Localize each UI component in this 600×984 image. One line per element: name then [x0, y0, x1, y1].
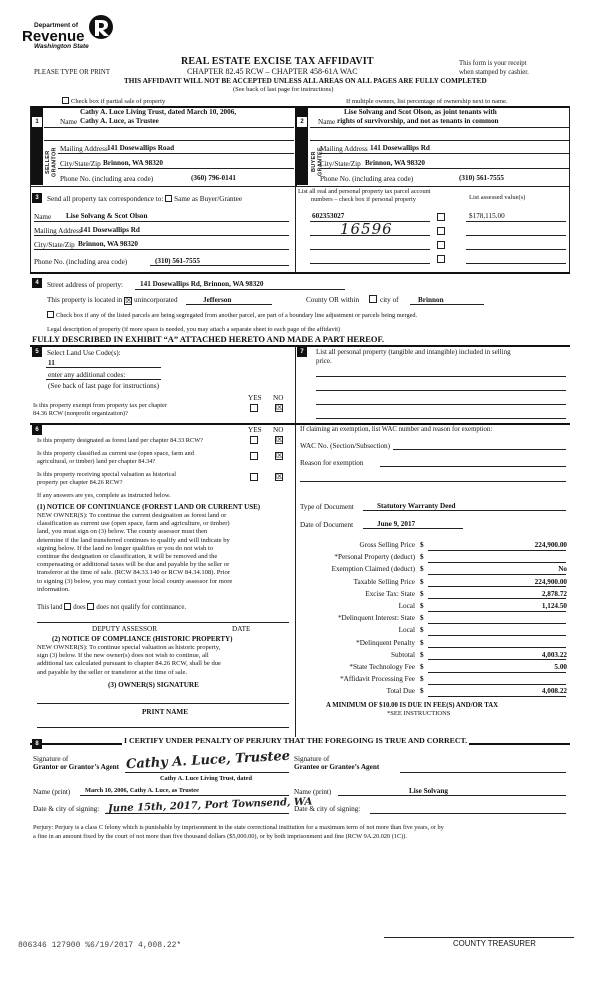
this-land-row: [37, 603, 186, 612]
tax-row-value: 4,008.22: [541, 687, 567, 696]
partial-sale-checkbox[interactable]: [62, 97, 69, 104]
s3-phone: (310) 561-7555: [155, 257, 200, 265]
current-use-q-2: agricultural, or timber) land per chapter 84.34?: [37, 458, 156, 465]
notice2-body: [37, 644, 289, 677]
seller-phone: (360) 796-0141: [191, 174, 236, 182]
historic-no-checkbox[interactable]: ☒: [276, 472, 284, 481]
tax-row-label: Excise Tax: State: [365, 589, 415, 598]
s6-yes: YES: [248, 426, 262, 434]
notice1_body-line: transferor at the time of sale. (RCW 84.33.140 or RCW 84.34.108). Prior: [37, 569, 230, 577]
notice1_body-line: compensating or additional taxes will be due and payable by the seller or: [37, 561, 230, 569]
logo-mark-icon: [88, 14, 114, 40]
tax-row-value: 5.00: [554, 663, 567, 671]
s3-name-label: Name: [34, 213, 52, 221]
tax-row-value: 1,124.50: [541, 602, 567, 610]
perjury-2: a fine in an amount fixed by the court of not more than five thousand dollars ($5,000.00), or by both imprisonment and fine (RCW 9A.20.020 (1C)).: [33, 833, 407, 840]
land-does-not-label: does not qualify for continuance.: [96, 604, 187, 611]
land-use-see-back: (See back of last page for instructions): [48, 382, 159, 390]
historic-q-2: property per chapter 84.26 RCW?: [37, 479, 123, 486]
s5-no: NO: [273, 394, 284, 402]
county-treasurer: COUNTY TREASURER: [453, 939, 536, 948]
parcel-3-personal-checkbox[interactable]: [437, 241, 445, 249]
deputy-date: DATE: [232, 625, 251, 633]
notice2_body-line: additional tax calculated pursuant to chapter 84.26 RCW, shall be due: [37, 660, 221, 668]
tax-row-currency: $: [420, 638, 424, 647]
doc-type: Statutory Warranty Deed: [377, 502, 456, 510]
form-title: REAL ESTATE EXCISE TAX AFFIDAVIT: [181, 56, 374, 67]
seller-city: Brinnon, WA 98320: [103, 159, 163, 167]
grantor-caption-2: March 10, 2006, Cathy A. Luce, as Trustee: [85, 787, 199, 794]
parcel-header-2: numbers – check box if personal property: [311, 196, 416, 203]
tax-row-label: Taxable Selling Price: [353, 577, 415, 586]
tax-row-label: Local: [398, 602, 415, 610]
located-row: [47, 296, 178, 304]
logo-department: Department of: [34, 22, 79, 29]
tax-row-value: No: [558, 565, 567, 574]
partial-sale[interactable]: [62, 97, 165, 105]
buyer-name-line2: rights of survivorship, and not as tenants in common: [337, 117, 499, 125]
forest-no-checkbox[interactable]: ☒: [276, 435, 284, 444]
grantee-name-label: Name (print): [294, 788, 332, 796]
seller-name-line2: Cathy A. Luce, as Trustee: [80, 117, 159, 125]
street-label: Street address of property:: [47, 281, 124, 289]
notice2_body-line: and payable by the seller or transferor at the time of sale.: [37, 668, 188, 676]
seller-city-label: City/State/Zip: [60, 160, 101, 168]
multiple-owners-note: If multiple owners, list percentage of ownership next to name.: [346, 98, 508, 105]
city-of-checkbox[interactable]: [369, 295, 377, 303]
exempt-no-checkbox[interactable]: ☒: [276, 403, 284, 412]
treasurer-stamp: 806346 127900 %6/19/2017 4,008.22*: [18, 941, 182, 950]
reason-label: Reason for exemption: [300, 459, 364, 467]
buyer-mailing: 141 Dosewallips Rd: [370, 144, 430, 152]
section-2-badge: 2: [297, 117, 307, 127]
s5-yes: YES: [248, 394, 262, 402]
tax-row-label: *Delinquent Penalty: [356, 638, 415, 647]
s3-mailing-label: Mailing Address: [34, 227, 82, 235]
grantor-caption-1: Cathy A. Luce Living Trust, dated: [160, 775, 252, 782]
seller-name-label: Name: [60, 118, 78, 126]
grantor-name-label: Name (print): [33, 788, 71, 796]
tax-row-currency: $: [420, 553, 424, 562]
notice1_body-line: signing below. If the land no longer qualifies or you do not wish to: [37, 544, 214, 552]
land-does-not-checkbox[interactable]: [87, 603, 94, 610]
forest-q: Is this property designated as forest land per chapter 84.33 RCW?: [37, 437, 203, 444]
assessed-1: $178,115.00: [469, 212, 505, 220]
tax-row-currency: $: [420, 663, 424, 671]
buyer-mailing-label: Mailing Address: [320, 145, 368, 153]
county-label: County OR within: [306, 296, 360, 304]
buyer-city: Brinnon, WA 98320: [365, 159, 425, 167]
parcel-4-personal-checkbox[interactable]: [437, 255, 445, 263]
send-correspondence: [47, 195, 242, 203]
notice1_body-line: continue the designation or classification, it will be removed and the: [37, 553, 218, 561]
same-as-buyer-checkbox[interactable]: [165, 195, 172, 202]
perjury-1: Perjury: Perjury is a class C felony which is punishable by imprisonment in the state correctional institution for a maximum term of not more than five years, or by: [33, 824, 444, 831]
notice1_body-line: to signing (3) below, you may contact your local county assessor for more: [37, 577, 233, 585]
form-see-back: (See back of last page for instructions): [233, 86, 334, 93]
wac-label: WAC No. (Section/Subsection): [300, 442, 391, 450]
buyer-name-line1: Lise Solvang and Scot Olson, as joint tenants with: [344, 108, 497, 116]
tax-row-label: Gross Selling Price: [359, 541, 415, 549]
buyer-phone-label: Phone No. (including area code): [320, 175, 414, 183]
county: Jefferson: [203, 296, 232, 304]
unincorporated-checkbox[interactable]: ☒: [125, 296, 133, 305]
located-label: This property is located in: [47, 296, 123, 304]
print-name-label: PRINT NAME: [142, 708, 188, 716]
segregated-label: Check box if any of the listed parcels are being segregated from another parcel, are part of a boundary line adjustment or parcels being merged.: [56, 312, 418, 319]
seller-name-line1: Cathy A. Luce Living Trust, dated March 10, 2006,: [80, 108, 237, 116]
segregated-row: [47, 311, 417, 319]
notice2_body-line: NEW OWNER(S): To continue special valuation as historic property,: [37, 644, 221, 651]
notice2_body-line: sign (3) below. If the new owner(s) does not wish to continue, all: [37, 652, 209, 660]
tax-row-label: *Delinquent Interest: State: [337, 614, 415, 623]
tax-row-currency: $: [420, 589, 424, 598]
please-type: PLEASE TYPE OR PRINT: [34, 69, 110, 76]
section-6-badge: 6: [32, 425, 42, 435]
s3-name: Lise Solvang & Scot Olson: [66, 212, 148, 220]
additional-codes: enter any additional codes:: [48, 371, 126, 379]
parcel-header-1: List all real and personal property tax parcel account: [298, 188, 431, 195]
grantee-sig-label-2: Grantee or Grantee’s Agent: [294, 763, 380, 771]
deputy-assessor: DEPUTY ASSESSOR: [92, 625, 158, 633]
tax-row-label: Exemption Claimed (deduct): [331, 565, 415, 574]
grantor-date-label: Date & city of signing:: [33, 805, 100, 813]
current-use-q-1: Is this property classified as current use (open space, farm and: [37, 450, 194, 457]
notice2-title: (2) NOTICE OF COMPLIANCE (HISTORIC PROPERTY): [52, 635, 233, 643]
land-use-label: Select Land Use Code(s):: [47, 349, 121, 357]
minimum-note: A MINIMUM OF $10.00 IS DUE IN FEE(S) AND/OR TAX: [326, 702, 499, 709]
segregated-checkbox[interactable]: [47, 311, 54, 318]
certify: I CERTIFY UNDER PENALTY OF PERJURY THAT THE FOREGOING IS TRUE AND CORRECT.: [124, 736, 468, 745]
seller-phone-label: Phone No. (including area code): [60, 175, 154, 183]
this-land-label: This land: [37, 604, 63, 611]
send-correspondence-label: Send all property tax correspondence to:: [47, 195, 164, 203]
tax-row-currency: $: [420, 602, 424, 610]
historic-q-1: Is this property receiving special valuation as historical: [37, 471, 177, 478]
exempt-q-2: 84.36 RCW (nonprofit organization)?: [33, 410, 128, 417]
buyer-city-label: City/State/Zip: [320, 160, 361, 168]
parcel-2-handwritten: 16596: [340, 220, 393, 238]
tax-row-value: 4,003.22: [541, 650, 567, 659]
notice1-body: [37, 512, 289, 594]
tax-row-currency: $: [420, 577, 424, 586]
buyer-name-label: Name: [318, 118, 336, 126]
form-chapter: CHAPTER 82.45 RCW – CHAPTER 458-61A WAC: [187, 67, 358, 76]
tax-row-currency: $: [420, 687, 424, 696]
tax-row-value: 224,900.00: [534, 577, 567, 586]
buyer-phone: (310) 561-7555: [459, 174, 504, 182]
same-as-buyer-label: Same as Buyer/Grantee: [174, 195, 243, 203]
section-3-badge: 3: [32, 193, 42, 203]
if-yes-note: If any answers are yes, complete as instructed below.: [37, 492, 171, 499]
legal-exhibit: FULLY DESCRIBED IN EXHIBIT “A” ATTACHED HERETO AND MADE A PART HEREOF.: [32, 334, 385, 344]
land-use: 11: [48, 359, 55, 367]
buyer-side-label: BUYER GRANTEE: [311, 147, 324, 177]
tax-row-label: Total Due: [386, 687, 415, 696]
notice1_body-line: determine if the land transferred continues to qualify and will indicate by: [37, 536, 230, 544]
tax-row-label: Subtotal: [391, 650, 415, 659]
city-of-label: city of: [380, 296, 399, 304]
grantor-date-handwritten: June 15th, 2017, Port Townsend, WA: [107, 796, 313, 815]
seller-side-label: SELLER GRANTOR: [45, 147, 58, 177]
section-7-badge: 7: [297, 347, 307, 357]
street: 141 Dosewallips Rd, Brinnon, WA 98320: [140, 280, 264, 288]
exempt-yes-checkbox[interactable]: [250, 404, 258, 412]
tax-row-currency: $: [420, 565, 424, 574]
grantee-sig-label-1: Signature of: [294, 755, 330, 763]
section-1-badge: 1: [32, 117, 42, 127]
parcel-1: 602353027: [312, 212, 345, 220]
exemption-note: If claiming an exemption, list WAC number and reason for exemption:: [300, 426, 493, 433]
current-use-no-checkbox[interactable]: ☒: [276, 451, 284, 460]
notice1-title: (1) NOTICE OF CONTINUANCE (FOREST LAND OR CURRENT USE): [37, 503, 261, 511]
tax-row-label: *Affidavit Processing Fee: [340, 675, 415, 684]
s6-no: NO: [273, 426, 284, 434]
s3-city: Brinnon, WA 98320: [78, 240, 138, 248]
personal-property-2: price.: [316, 357, 332, 365]
grantee-name: Lise Solvang: [409, 787, 448, 795]
receipt-note-1: This form is your receipt: [459, 60, 527, 67]
parcel-2-personal-checkbox[interactable]: [437, 227, 445, 235]
exempt-q-1: Is this property exempt from property tax per chapter: [33, 402, 167, 409]
partial-sale-label: Check box if partial sale of property: [71, 98, 166, 105]
tax-row-label: Local: [398, 626, 415, 635]
doc-date-label: Date of Document: [300, 521, 354, 529]
notice1_body-line: NEW OWNER(S): To continue the current designation as forest land or: [37, 512, 227, 519]
tax-row-currency: $: [420, 541, 424, 549]
assessed-header: List assessed value(s): [469, 194, 526, 201]
s3-phone-label: Phone No. (including area code): [34, 258, 128, 266]
section-8-badge: 8: [32, 739, 42, 749]
current-use-yes-checkbox[interactable]: [250, 452, 258, 460]
grantor-sig-label-1: Signature of: [33, 755, 69, 763]
see-instructions: *SEE INSTRUCTIONS: [387, 710, 451, 717]
section-4-badge: 4: [32, 278, 42, 288]
tax-row-label: *Personal Property (deduct): [334, 553, 415, 562]
logo-state: Washington State: [34, 43, 89, 50]
seller-mailing-label: Mailing Address: [60, 145, 108, 153]
grantor-signature-handwritten: Cathy A. Luce, Trustee: [125, 748, 291, 773]
personal-property-1: List all personal property (tangible and intangible) included in selling: [316, 348, 511, 356]
tax-row-currency: $: [420, 626, 424, 635]
tax-row-value: 224,900.00: [534, 541, 567, 549]
historic-yes-checkbox[interactable]: [250, 473, 258, 481]
tax-row-currency: $: [420, 675, 424, 684]
city: Brinnon: [418, 296, 444, 304]
unincorporated-label: unincorporated: [134, 296, 178, 304]
grantor-sig-label-2: Grantor or Grantor’s Agent: [33, 763, 120, 771]
s3-mailing: 141 Dosewallips Rd: [80, 226, 140, 234]
land-does-checkbox[interactable]: [64, 603, 71, 610]
receipt-note-2: when stamped by cashier.: [459, 69, 529, 76]
parcel-1-personal-checkbox[interactable]: [437, 213, 445, 221]
s3-city-label: City/State/Zip: [34, 241, 75, 249]
seller-mailing: 141 Dosewallips Road: [107, 144, 175, 152]
tax-row-currency: $: [420, 650, 424, 659]
tax-row-value: 2,878.72: [541, 589, 567, 598]
legal-desc-label: Legal description of property (if more space is needed, you may attach a separate sheet to each page of the affidavit): [47, 326, 341, 333]
notice1_body-line: land, you must sign on (3) below. The county assessor must then: [37, 528, 208, 536]
grantee-date-label: Date & city of signing:: [294, 805, 361, 813]
land-does-label: does: [73, 604, 86, 611]
form-warning: THIS AFFIDAVIT WILL NOT BE ACCEPTED UNLESS ALL AREAS ON ALL PAGES ARE FULLY COMPLETED: [124, 77, 487, 85]
owner-signature-label: (3) OWNER(S) SIGNATURE: [108, 681, 199, 689]
notice1_body-line: information.: [37, 585, 70, 593]
notice1_body-line: classification as current use (open space, farm and agriculture, or timber): [37, 520, 230, 528]
doc-type-label: Type of Document: [300, 503, 354, 511]
section-5-badge: 5: [32, 347, 42, 357]
tax-row-label: *State Technology Fee: [349, 663, 415, 671]
tax-row-currency: $: [420, 614, 424, 623]
forest-yes-checkbox[interactable]: [250, 436, 258, 444]
logo-revenue: Revenue: [22, 28, 85, 45]
doc-date: June 9, 2017: [377, 520, 416, 528]
